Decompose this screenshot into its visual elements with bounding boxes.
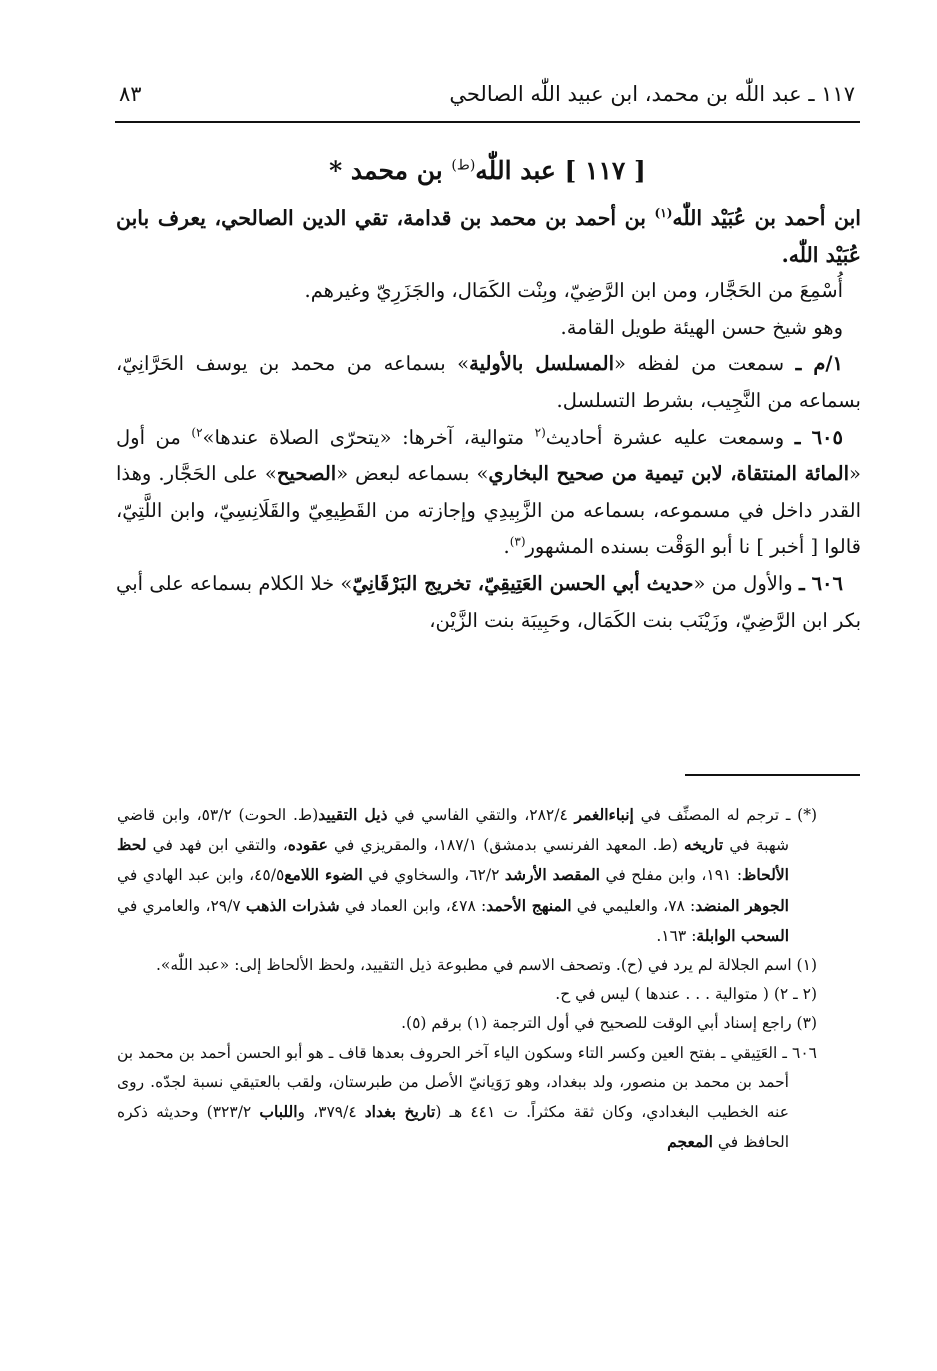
lineage-part-2: بن أحمد بن محمد بن قدامة، تقي الدين الصالحي، يعرف بابن عُبَيْد اللّٰه.: [116, 206, 861, 267]
text-span: ٢٨٢/٤، والتقي الفاسي في: [387, 806, 575, 824]
source-title: المنهج الأحمد: [486, 895, 572, 915]
item-number: ١/م ـ: [795, 352, 844, 376]
entry-title-mark: (ط): [451, 157, 476, 174]
text-span: ٤٥/٥، وابن عبد الهادي في: [117, 866, 285, 885]
entry-body: [116, 200, 861, 639]
footnotes: [117, 800, 817, 1157]
text-span: » خلا الكلام بسماعه على أبي بكر ابن الرَّضِيّ، وزَيْنَب بنت الكَمَال، وحَبِيبَة بنت الزَّيْن،: [116, 571, 861, 632]
text-span: : ٧٨، والعليمي في: [571, 896, 696, 915]
text-span: » بسماعه لبعض «: [336, 462, 489, 486]
footnote-606: [117, 1039, 817, 1158]
text-span: : ١٩١، وابن مفلح في: [600, 866, 743, 885]
lineage-part-1: ابن أحمد بن عُبَيْد اللّٰه: [672, 206, 862, 230]
text-span: ٢٩/٧، والعامري في: [117, 896, 246, 915]
source-title: ذيل التقييد: [318, 805, 388, 824]
text-span: » على الحَجَّار. وهذا القدر داخل في مسموعه، بسماعه من الزَّبِيدِي وإجازته من القَطِيعِيّ والقَلَانِسِيّ، وابن اللَّتِيّ، قالوا [ أخبر ] نا أبو الوَقْت بسنده المشهور: [116, 462, 861, 559]
book-title: الصحيح: [276, 462, 337, 486]
source-title: اللباب: [259, 1102, 298, 1122]
paragraph-1m: [116, 346, 861, 419]
source-title: لحظ الألحاظ: [117, 835, 789, 885]
text-span: والأول من «: [693, 571, 793, 595]
source-title: عقوده: [287, 835, 328, 855]
text-span: .: [503, 535, 510, 559]
text-span: ٣٧٩/٤، و: [297, 1103, 365, 1122]
source-title: إنباءالغمر: [574, 805, 634, 824]
entry-title: [115, 156, 860, 185]
footnote-rule: [685, 774, 860, 776]
text-span: (ط. الحوت) ٥٣/٢، وابن قاضي شهبة في: [117, 806, 789, 855]
footnote-ref-3: (٣): [509, 534, 526, 549]
text-span: ، والتقي ابن فهد في: [146, 836, 288, 855]
footnote-3: (٣) راجع إسناد أبي الوقت للصحيح في أول الترجمة (١) برقم (٥).: [401, 1014, 817, 1033]
source-title: المقصد الأرشد: [504, 865, 600, 885]
item-number: ٦٠٦ ـ: [799, 571, 843, 595]
book-title: حديث أبي الحسن العَتِيقِيّ، تخريج البَرْقَانِيّ: [352, 571, 694, 595]
source-title: شذرات الذهب: [245, 895, 340, 915]
text-span: ٦٢/٢، والسخاوي في: [362, 866, 505, 885]
text-span: : ٤٧٨، وابن العماد في: [339, 896, 487, 915]
book-title: المائة المنتقاة، لابن تيمية من صحيح البخاري: [488, 462, 850, 486]
text-span: سمعت من لفظه «: [614, 352, 785, 376]
heard-paragraph: أُسْمِعَ من الحَجَّار، ومن ابن الرَّضِيّ، وبِنْت الكَمَال، والجَزَرِيّ وغيرهم.: [304, 279, 843, 303]
text-span: » بسماعه من محمد بن يوسف الحَرَّانِيّ، بسماعه من النَّجِيب، بشرط التسلسل.: [116, 352, 861, 412]
text-span: ٦٠٦ ـ العَتِيقي ـ بفتح العين وكسر التاء وسكون الياء آخر الحروف بعدها قاف ـ هو أبو الحسن أحمد بن محمد بن أحمد بن محمد بن منصور، ولد ببغداد، وهو رَوَيانيّ الأصل من طبرستان، ولقب بالعتيقي نسبة لجدّه. روى عنه الخطيب البغدادي، وكان ثقة مكثراً. ت ٤٤١ هـ (: [117, 1043, 817, 1122]
text-span: (ط. المعهد الفرنسي بدمشق) ١٨٧/١، والمقريزي في: [327, 836, 685, 855]
lineage: [116, 200, 861, 273]
text-span: متوالية، آخرها: «يتحرّى الصلاة عندها»: [202, 425, 535, 449]
footnote-star: [117, 800, 817, 951]
paragraph-606: [116, 566, 861, 639]
running-header: [115, 78, 855, 118]
page-number: ٨٣: [119, 82, 142, 106]
book-title: المسلسل بالأولية: [469, 352, 615, 376]
footnote-ref-1: (١): [654, 206, 673, 221]
running-title: ١١٧ ـ عبد اللّٰه بن محمد، ابن عبيد اللّٰه الصالحي: [449, 82, 855, 106]
text-span: ٣٢٣/٢) وحديثه ذكره الحافظ في: [117, 1103, 789, 1152]
description-paragraph: وهو شيخ حسن الهيئة طويل القامة.: [560, 315, 843, 339]
source-title: الضوء اللامع: [284, 865, 363, 885]
footnote-2: (٢ ـ ٢) ( متوالية . . . عندها ) ليس في ح.: [555, 985, 817, 1004]
footnote-ref-2-close: ٢): [191, 425, 203, 440]
text-span: من أول «: [116, 425, 861, 486]
source-title: تاريخ بغداد: [364, 1102, 436, 1122]
source-title: تاريخه: [684, 835, 724, 855]
entry-title-text: [ ١١٧ ] عبد اللّٰه: [475, 156, 646, 185]
header-rule: [115, 121, 860, 123]
footnote-1: (١) اسم الجلالة لم يرد في (ح). وتصحف الاسم في مطبوعة ذيل التقييد، ولحظ الألحاظ إلى: «عبد اللّٰه».: [155, 956, 817, 975]
footnote-ref-2-open: (٢: [534, 425, 546, 440]
source-title: المعجم: [667, 1132, 713, 1152]
text-span: (*) ـ ترجم له المصنِّف في: [633, 806, 817, 824]
paragraph-605: [116, 420, 861, 566]
text-span: : ١٦٣.: [656, 926, 697, 945]
source-title: الجوهر المنضد: [695, 895, 789, 915]
entry-title-rest: بن محمد *: [329, 156, 443, 185]
text-span: وسمعت عليه عشرة أحاديث: [545, 425, 785, 449]
item-number: ٦٠٥ ـ: [794, 425, 843, 449]
source-title: السحب الوابلة: [696, 925, 789, 945]
